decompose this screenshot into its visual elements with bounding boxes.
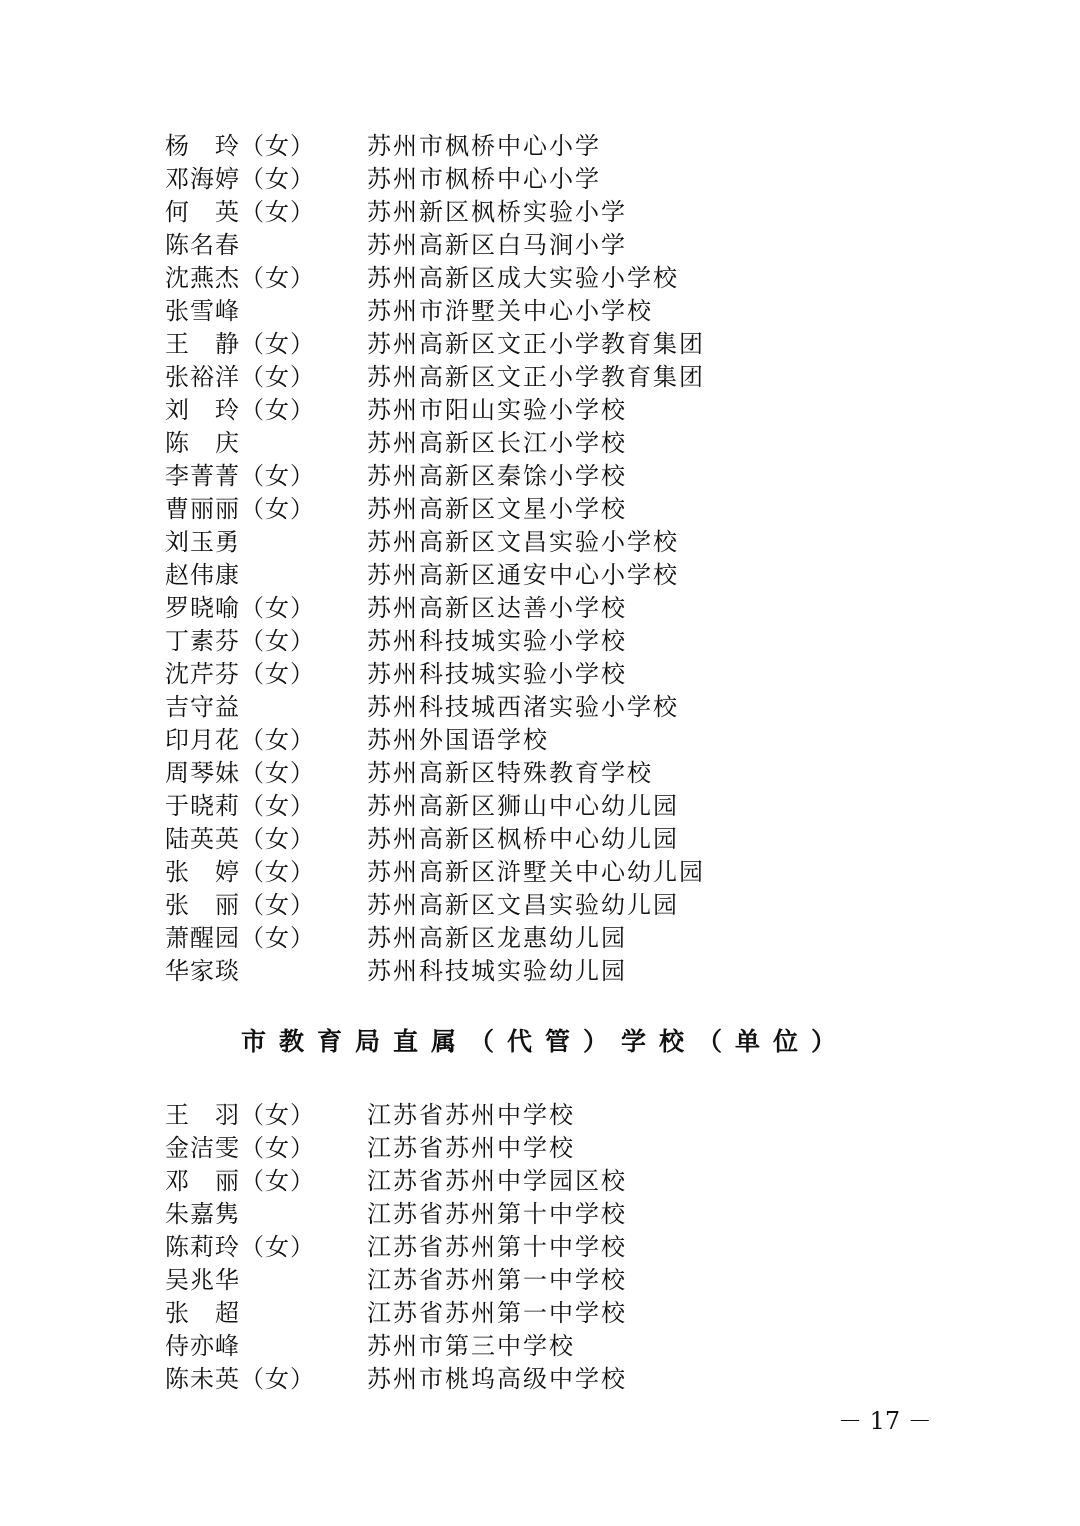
school-name: 苏州科技城实验幼儿园 [367,957,627,985]
list-item [0,955,1080,988]
list-item [0,691,1080,724]
school-name: 江苏省苏州中学校 [367,1101,575,1129]
school-name: 苏州高新区文昌实验幼儿园 [367,891,679,919]
list-item [0,1264,1080,1297]
list-item [0,559,1080,592]
list-item [0,1297,1080,1330]
person-name: 陆英英（女） [165,825,315,853]
person-name: 张 超 [165,1299,240,1327]
list-item [0,1132,1080,1165]
list-item [0,922,1080,955]
person-name: 于晓莉（女） [165,792,315,820]
person-name: 杨 玲（女） [165,132,315,160]
list-item [0,724,1080,757]
list-item [0,1231,1080,1264]
person-name: 张 丽（女） [165,891,315,919]
list-item [0,361,1080,394]
person-name: 刘玉勇 [165,528,240,556]
person-name: 印月花（女） [165,726,315,754]
school-name: 苏州市桃坞高级中学校 [367,1365,627,1393]
school-name: 江苏省苏州第一中学校 [367,1299,627,1327]
school-name: 苏州高新区狮山中心幼儿园 [367,792,679,820]
person-name: 周琴妹（女） [165,759,315,787]
list-item [0,229,1080,262]
school-name: 苏州高新区通安中心小学校 [367,561,679,589]
list-item [0,163,1080,196]
school-name: 江苏省苏州第一中学校 [367,1266,627,1294]
school-name: 苏州高新区枫桥中心幼儿园 [367,825,679,853]
school-name: 苏州市阳山实验小学校 [367,396,627,424]
list-item [0,1099,1080,1132]
list-item [0,658,1080,691]
person-name: 张雪峰 [165,297,240,325]
school-name: 苏州高新区龙惠幼儿园 [367,924,627,952]
list-item [0,1165,1080,1198]
person-name: 邓 丽（女） [165,1167,315,1195]
school-name: 苏州高新区文昌实验小学校 [367,528,679,556]
school-name: 苏州市枫桥中心小学 [367,132,601,160]
list-item [0,823,1080,856]
person-name: 陈 庆 [165,429,240,457]
school-name: 苏州高新区成大实验小学校 [367,264,679,292]
list-item [0,1363,1080,1396]
school-name: 苏州市第三中学校 [367,1332,575,1360]
list-item [0,1198,1080,1231]
person-name: 曹丽丽（女） [165,495,315,523]
person-name: 丁素芬（女） [165,627,315,655]
list-item [0,130,1080,163]
school-name: 苏州外国语学校 [367,726,549,754]
list-item [0,295,1080,328]
school-name: 苏州高新区白马涧小学 [367,231,627,259]
person-name: 张裕洋（女） [165,363,315,391]
person-name: 华家琰 [165,957,240,985]
person-name: 赵伟康 [165,561,240,589]
person-name: 王 羽（女） [165,1101,315,1129]
school-name: 苏州高新区达善小学校 [367,594,627,622]
school-name: 苏州高新区特殊教育学校 [367,759,653,787]
person-name: 张 婷（女） [165,858,315,886]
list-item [0,1330,1080,1363]
list-item [0,328,1080,361]
person-name: 沈燕杰（女） [165,264,315,292]
list-item [0,262,1080,295]
list-item [0,856,1080,889]
person-name: 邓海婷（女） [165,165,315,193]
list-item [0,625,1080,658]
page-number: － 17 － [838,1407,932,1435]
school-name: 苏州高新区秦馀小学校 [367,462,627,490]
school-name: 江苏省苏州中学校 [367,1134,575,1162]
list-item [0,394,1080,427]
list-item [0,526,1080,559]
person-name: 王 静（女） [165,330,315,358]
person-name: 陈名春 [165,231,240,259]
school-name: 苏州高新区文正小学教育集团 [367,363,705,391]
name-list-direct-schools [0,1099,1080,1396]
school-name: 江苏省苏州第十中学校 [367,1233,627,1261]
person-name: 陈未英（女） [165,1365,315,1393]
school-name: 苏州高新区文星小学校 [367,495,627,523]
section-heading: 市教育局直属（代管）学校（单位） [240,1027,849,1056]
name-list-district-schools [0,130,1080,988]
school-name: 苏州市浒墅关中心小学校 [367,297,653,325]
school-name: 江苏省苏州第十中学校 [367,1200,627,1228]
school-name: 苏州科技城实验小学校 [367,627,627,655]
school-name: 苏州新区枫桥实验小学 [367,198,627,226]
person-name: 吉守益 [165,693,240,721]
person-name: 朱嘉隽 [165,1200,240,1228]
person-name: 罗晓喻（女） [165,594,315,622]
person-name: 金洁雯（女） [165,1134,315,1162]
school-name: 苏州高新区文正小学教育集团 [367,330,705,358]
list-item [0,790,1080,823]
list-item [0,889,1080,922]
school-name: 苏州科技城西渚实验小学校 [367,693,679,721]
person-name: 侍亦峰 [165,1332,240,1360]
school-name: 苏州科技城实验小学校 [367,660,627,688]
person-name: 刘 玲（女） [165,396,315,424]
person-name: 何 英（女） [165,198,315,226]
person-name: 吴兆华 [165,1266,240,1294]
person-name: 沈芹芬（女） [165,660,315,688]
person-name: 陈莉玲（女） [165,1233,315,1261]
list-item [0,427,1080,460]
school-name: 苏州市枫桥中心小学 [367,165,601,193]
school-name: 苏州高新区长江小学校 [367,429,627,457]
list-item [0,592,1080,625]
list-item [0,757,1080,790]
list-item [0,460,1080,493]
school-name: 苏州高新区浒墅关中心幼儿园 [367,858,705,886]
list-item [0,196,1080,229]
list-item [0,493,1080,526]
person-name: 萧醒园（女） [165,924,315,952]
person-name: 李菁菁（女） [165,462,315,490]
school-name: 江苏省苏州中学园区校 [367,1167,627,1195]
